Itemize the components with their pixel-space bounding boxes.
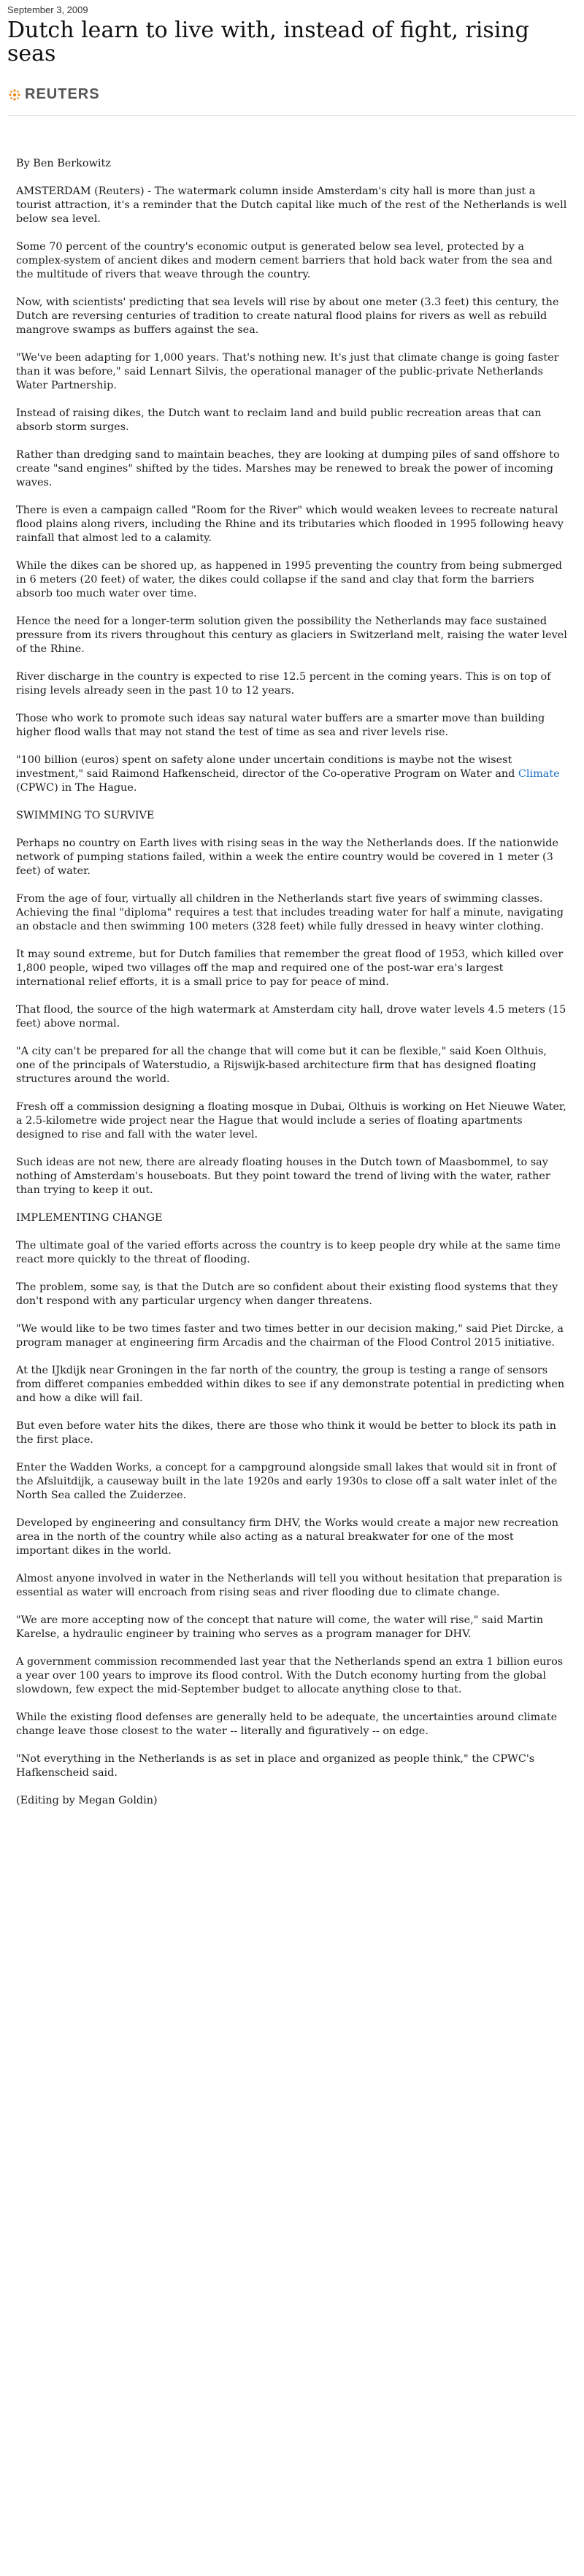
paragraph: "Not everything in the Netherlands is as set in place and organized as people think," the CPWC's Hafkenscheid said. <box>16 1753 535 1779</box>
byline: By Ben Berkowitz <box>16 158 111 169</box>
paragraph: From the age of four, virtually all children in the Netherlands start five years of swimming classes. Achieving the final "diploma" requires a test that includes treading water for half a minute, navigating an obstacle and then swimming 100 meters (328 feet) while fully dressed in heavy winter clothing. <box>16 893 564 932</box>
paragraph: Instead of raising dikes, the Dutch want to reclaim land and build public recreation areas that can absorb storm surges. <box>16 407 542 433</box>
paragraph: River discharge in the country is expected to rise 12.5 percent in the coming years. This is on top of rising levels already seen in the past 10 to 12 years. <box>16 671 551 697</box>
paragraph: A government commission recommended last year that the Netherlands spend an extra 1 billion euros a year over 100 years to improve its flood control. With the Dutch economy hurting from the global slowdown, few expect the mid-September budget to allocate anything close to that. <box>16 1656 564 1695</box>
paragraph: But even before water hits the dikes, there are those who think it would be better to block its path in the first place. <box>16 1420 556 1446</box>
paragraph-text: (CPWC) in The Hague. <box>16 782 137 794</box>
paragraph: That flood, the source of the high watermark at Amsterdam city hall, drove water levels 4.5 meters (15 feet) above normal. <box>16 1004 566 1030</box>
paragraph: "We are more accepting now of the concept that nature will come, the water will rise," said Martin Karelse, a hydraulic engineer by training who serves as a program manager for DHV. <box>16 1614 544 1640</box>
paragraph: Some 70 percent of the country's economic output is generated below sea level, protected by a complex-system of ancient dikes and modern cement barriers that hold back water from the sea and the multitude of rivers that weave through the country. <box>16 241 553 280</box>
section-heading-swimming: SWIMMING TO SURVIVE <box>16 810 155 821</box>
article-title: Dutch learn to live with, instead of fight, rising seas <box>7 18 529 66</box>
paragraph: Almost anyone involved in water in the Netherlands will tell you without hesitation that preparation is essential as water will encroach from rising seas and river flooding due to climate change. <box>16 1573 563 1598</box>
paragraph: Such ideas are not new, there are already floating houses in the Dutch town of Maasbommel, to say nothing of Amsterdam's houseboats. But they point toward the trend of living with the water, rather than trying to keep it out. <box>16 1157 550 1196</box>
paragraph: It may sound extreme, but for Dutch families that remember the great flood of 1953, which killed over 1,800 people, wiped two villages off the map and required one of the post-war era's largest international relief efforts, it is a small price to pay for peace of mind. <box>16 948 564 988</box>
paragraph: There is even a campaign called "Room for the River" which would weaken levees to recreate natural flood plains along rivers, including the Rhine and its tributaries which flooded in 1995 following heavy rainfall that almost led to a calamity. <box>16 505 564 544</box>
reuters-brand <box>7 86 100 103</box>
paragraph: While the dikes can be shored up, as happened in 1995 preventing the country from being submerged in 6 meters (20 feet) of water, the dikes could collapse if the sand and clay that form the barriers absorb too much water over time. <box>16 560 563 599</box>
paragraph-text: "100 billion (euros) spent on safety alone under uncertain conditions is maybe not the wisest investment," said Raimond Hafkenscheid, director of the Co-operative Program on Water and <box>16 754 518 780</box>
article-body <box>16 157 567 1822</box>
section-heading-implementing: IMPLEMENTING CHANGE <box>16 1212 163 1224</box>
paragraph: While the existing flood defenses are generally held to be adequate, the uncertainties around climate change leave those closest to the water -- literally and figuratively -- on edge. <box>16 1711 558 1737</box>
paragraph: Rather than dredging sand to maintain beaches, they are looking at dumping piles of sand offshore to create "sand engines" shifted by the tides. Marshes may be renewed to break the power of incoming waves. <box>16 449 560 488</box>
paragraph-with-link <box>16 754 567 795</box>
paragraph: "We've been adapting for 1,000 years. That's nothing new. It's just that climate change is going faster than it was before," said Lennart Silvis, the operational manager of the public-private Netherlands Water Partnership. <box>16 352 559 391</box>
paragraph: AMSTERDAM (Reuters) - The watermark column inside Amsterdam's city hall is more than just a tourist attraction, it's a reminder that the Dutch capital like much of the rest of the Netherlands is well below sea level. <box>16 185 567 225</box>
reuters-dot-logo-icon <box>7 88 22 102</box>
paragraph: Fresh off a commission designing a floating mosque in Dubai, Olthuis is working on Het Nieuwe Water, a 2.5-kilometre wide project near the Hague that would include a series of floating apartments designed to rise and fall with the water level. <box>16 1101 566 1141</box>
climate-link[interactable]: Climate <box>518 768 560 780</box>
paragraph: Those who work to promote such ideas say natural water buffers are a smarter move than building higher flood walls that may not stand the test of time as sea and river levels rise. <box>16 713 545 738</box>
paragraph: Hence the need for a longer-term solution given the possibility the Netherlands may face sustained pressure from its rivers throughout this century as glaciers in Switzerland melt, raising the water level of the Rhine. <box>16 616 567 655</box>
paragraph: Enter the Wadden Works, a concept for a campground alongside small lakes that would sit in front of the Afsluitdijk, a causeway built in the late 1920s and early 1930s to close off a salt water inlet of the North Sea called the Zuiderzee. <box>16 1462 558 1501</box>
brand-name: REUTERS <box>25 86 100 102</box>
paragraph: "A city can't be prepared for all the change that will come but it can be flexible," said Koen Olthuis, one of the principals of Waterstudio, a Rijswijk-based architecture firm that has designed floating structures around the world. <box>16 1046 547 1085</box>
editing-credit: (Editing by Megan Goldin) <box>16 1795 158 1806</box>
header-divider <box>7 115 577 116</box>
paragraph: The ultimate goal of the varied efforts across the country is to keep people dry while at the same time react more quickly to the threat of flooding. <box>16 1240 561 1265</box>
paragraph: At the IJkdijk near Groningen in the far north of the country, the group is testing a range of sensors from differet companies embedded within dikes to see if any demonstrate potential in predicting when and how a dike will fail. <box>16 1365 565 1404</box>
paragraph: Perhaps no country on Earth lives with rising seas in the way the Netherlands does. If the nationwide network of pumping stations failed, within a week the entire country would be covered in 1 meter (3 feet) of water. <box>16 837 558 877</box>
paragraph: "We would like to be two times faster and two times better in our decision making," said Piet Dircke, a program manager at engineering firm Arcadis and the chairman of the Flood Control 2015 initiative. <box>16 1323 564 1349</box>
paragraph: Now, with scientists' predicting that sea levels will rise by about one meter (3.3 feet) this century, the Dutch are reversing centuries of tradition to create natural flood plains for rivers as well as rebuild mangrove swamps as buffers against the sea. <box>16 296 559 336</box>
paragraph: Developed by engineering and consultancy firm DHV, the Works would create a major new recreation area in the north of the country while also acting as a natural breakwater for one of the most important dikes in the world. <box>16 1517 559 1557</box>
article-date: September 3, 2009 <box>7 4 88 15</box>
paragraph: The problem, some say, is that the Dutch are so confident about their existing flood systems that they don't respond with any particular urgency when danger threatens. <box>16 1281 558 1307</box>
